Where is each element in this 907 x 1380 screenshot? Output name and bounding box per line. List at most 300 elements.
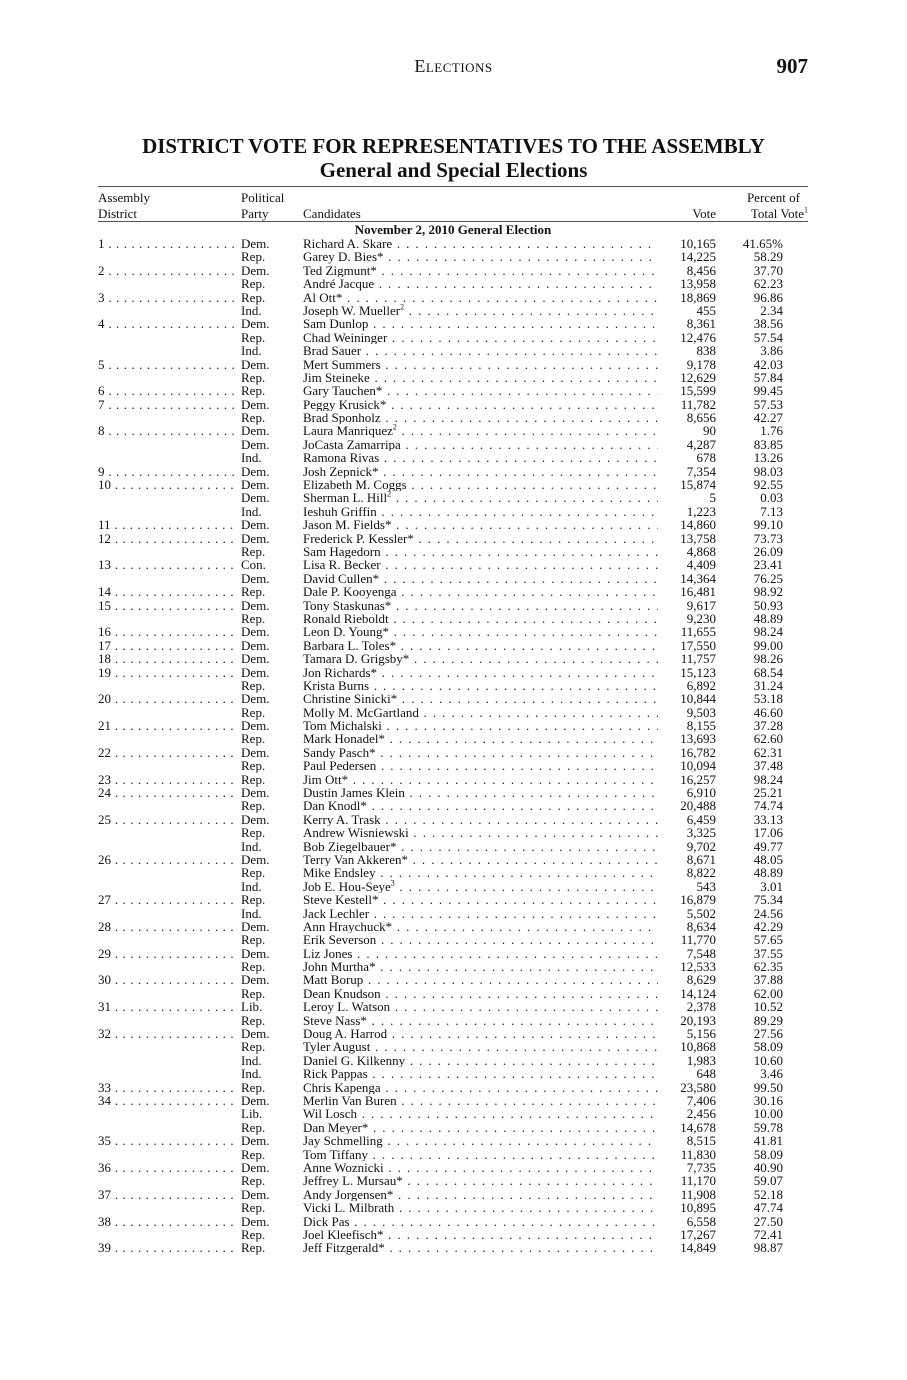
- candidate-cell: [303, 451, 658, 464]
- candidate-name: Steve Nass*: [303, 1013, 367, 1028]
- district-cell: 38 . . .: [98, 1215, 234, 1228]
- party-cell: Dem.: [241, 691, 270, 707]
- table-row: [98, 1014, 808, 1027]
- party-cell: Dem.: [241, 356, 270, 372]
- party-cell: Rep.: [241, 1226, 266, 1242]
- table-row: [98, 599, 808, 612]
- district-cell: 21 . . .: [98, 719, 234, 732]
- percent-cell: 68.54: [753, 664, 783, 680]
- table-row: [98, 237, 808, 250]
- candidate-cell: [303, 277, 658, 290]
- candidate-name: Jon Richards*: [303, 665, 378, 679]
- table-row: [98, 719, 808, 732]
- percent-cell: 3.01: [760, 878, 783, 894]
- candidate-name: Jeffrey L. Mursau*: [303, 1174, 403, 1188]
- party-cell: Rep.: [241, 1079, 266, 1095]
- header-district-line1: Assembly: [98, 190, 150, 205]
- candidate-cell: [303, 973, 658, 986]
- percent-cell: 3.46: [760, 1066, 783, 1082]
- vote-cell: 7,735: [686, 1159, 716, 1175]
- district-cell: 6 . . .: [98, 384, 234, 397]
- party-cell: Rep.: [241, 289, 266, 305]
- candidate-footnote: 2: [387, 491, 392, 500]
- party-cell: Dem.: [241, 918, 270, 934]
- candidate-name: Leroy L. Watson: [303, 1000, 391, 1014]
- table-row: [98, 1054, 808, 1067]
- candidate-name: Dale P. Kooyenga: [303, 585, 397, 599]
- vote-cell: 11,908: [680, 1186, 716, 1202]
- candidate-name: Chad Weininger: [303, 330, 388, 345]
- candidate-cell: [303, 411, 658, 424]
- party-cell: Dem.: [241, 651, 270, 667]
- district-cell: 37 . . .: [98, 1188, 234, 1201]
- percent-cell: 98.87: [753, 1240, 783, 1256]
- party-cell: Rep.: [241, 731, 266, 747]
- party-cell: Dem.: [241, 530, 270, 546]
- candidate-name: Al Ott*: [303, 290, 343, 304]
- percent-cell: 42.03: [753, 356, 783, 372]
- candidate-name: Jay Schmelling: [303, 1134, 383, 1148]
- candidate-name: Matt Borup: [303, 973, 364, 987]
- percent-cell: 98.24: [753, 624, 783, 640]
- table-row: [98, 478, 808, 491]
- party-cell: Dem.: [241, 1213, 270, 1229]
- candidate-name: Christine Sinicki*: [303, 692, 398, 706]
- candidate-cell: [303, 1081, 658, 1094]
- vote-cell: 7,406: [686, 1093, 716, 1108]
- candidate-cell: [303, 719, 658, 732]
- percent-cell: 40.90: [753, 1159, 783, 1175]
- party-cell: Rep.: [241, 1119, 266, 1135]
- party-cell: Rep.: [241, 249, 266, 265]
- table-row: [98, 840, 808, 853]
- table-row: [98, 465, 808, 478]
- percent-cell: 25.21: [753, 785, 783, 801]
- candidate-name: Tom Tiffany: [303, 1147, 368, 1161]
- table-row: [98, 1134, 808, 1147]
- table-row: [98, 933, 808, 946]
- percent-cell: 37.70: [753, 262, 783, 278]
- candidate-cell: [303, 866, 658, 879]
- table-row: [98, 732, 808, 745]
- table-row: [98, 277, 808, 290]
- table-row: [98, 1027, 808, 1040]
- district-cell: 26 . . .: [98, 853, 234, 866]
- vote-cell: 9,230: [686, 610, 716, 626]
- district-cell: 19 . . .: [98, 666, 234, 679]
- section-heading: November 2, 2010 General Election: [354, 222, 552, 237]
- party-cell: Rep.: [241, 704, 266, 720]
- district-cell: 28 . . .: [98, 920, 234, 933]
- candidate-cell: [303, 1228, 658, 1241]
- percent-cell: 57.84: [753, 369, 783, 385]
- vote-cell: 8,155: [686, 718, 716, 734]
- party-cell: Ind.: [241, 878, 262, 894]
- candidate-footnote: 3: [390, 879, 395, 888]
- vote-cell: 13,693: [680, 731, 716, 747]
- percent-cell: 23.41: [753, 557, 783, 573]
- table-row: [98, 264, 808, 277]
- party-cell: Rep.: [241, 932, 266, 948]
- district-cell: 34 . . .: [98, 1094, 234, 1107]
- candidate-cell: [303, 1000, 658, 1013]
- percent-cell: 76.25: [753, 570, 783, 586]
- candidate-cell: [303, 518, 658, 531]
- candidate-name: Sherman L. Hill: [303, 491, 388, 505]
- party-cell: Ind.: [241, 1052, 262, 1068]
- candidate-cell: [303, 706, 658, 719]
- percent-cell: 74.74: [753, 798, 783, 814]
- candidate-cell: [303, 692, 658, 705]
- percent-cell: 3.86: [760, 343, 783, 359]
- party-cell: Rep.: [241, 892, 266, 908]
- candidate-name: Gary Tauchen*: [303, 384, 383, 398]
- vote-cell: 9,178: [686, 356, 716, 372]
- district-cell: 4 . . .: [98, 317, 234, 330]
- candidate-name: Jeff Fitzgerald*: [303, 1241, 385, 1255]
- candidate-cell: [303, 237, 658, 250]
- table-row: [98, 545, 808, 558]
- vote-cell: 8,671: [686, 851, 716, 867]
- vote-cell: 17,550: [680, 637, 716, 653]
- district-cell: 17 . . .: [98, 639, 234, 652]
- vote-cell: 7,548: [686, 945, 716, 961]
- candidate-name: Leon D. Young*: [303, 625, 389, 639]
- candidate-name: Steve Kestell*: [303, 893, 379, 907]
- table-row: [98, 451, 808, 464]
- candidate-name: Joel Kleefisch*: [303, 1227, 384, 1242]
- table-row: [98, 1201, 808, 1214]
- table-row: [98, 907, 808, 920]
- percent-cell: 10.60: [753, 1052, 783, 1068]
- percent-cell: 58.09: [753, 1039, 783, 1055]
- party-cell: Ind.: [241, 450, 262, 466]
- vote-cell: 17,267: [680, 1226, 716, 1242]
- candidate-name: Daniel G. Kilkenny: [303, 1053, 406, 1068]
- district-cell: 29 . . .: [98, 947, 234, 960]
- party-cell: Ind.: [241, 503, 262, 519]
- header-party-line2: Party: [241, 206, 269, 221]
- vote-cell: 90: [703, 423, 716, 439]
- candidate-cell: [303, 317, 658, 330]
- candidate-cell: [303, 1107, 658, 1120]
- table-row: [98, 424, 808, 437]
- candidate-cell: [303, 1148, 658, 1161]
- table-row: [98, 679, 808, 692]
- candidate-name: Terry Van Akkeren*: [303, 852, 408, 867]
- party-cell: Rep.: [241, 584, 266, 600]
- district-cell: 2 . . .: [98, 264, 234, 277]
- party-cell: Dem.: [241, 423, 270, 439]
- district-cell: 3 . . .: [98, 291, 234, 304]
- table-row: [98, 505, 808, 518]
- district-cell: 13 . . .: [98, 558, 234, 571]
- candidate-cell: [303, 947, 658, 960]
- vote-cell: 16,782: [680, 744, 716, 760]
- candidate-cell: [303, 438, 658, 451]
- candidate-cell: [303, 987, 658, 1000]
- vote-cell: 6,910: [686, 785, 716, 801]
- percent-cell: 41.81: [753, 1133, 783, 1149]
- vote-cell: 14,678: [680, 1119, 716, 1135]
- candidate-name: Lisa R. Becker: [303, 558, 381, 572]
- vote-cell: 12,533: [680, 959, 716, 975]
- candidate-cell: [303, 652, 658, 665]
- candidate-cell: [303, 840, 658, 853]
- candidate-cell: [303, 1201, 658, 1214]
- candidate-cell: [303, 304, 658, 317]
- percent-cell: 42.27: [753, 410, 783, 426]
- party-cell: Dem.: [241, 811, 270, 827]
- percent-cell: 98.26: [753, 651, 783, 667]
- table-row: [98, 532, 808, 545]
- candidate-cell: [303, 1067, 658, 1080]
- table-row: [98, 384, 808, 397]
- table-row: [98, 746, 808, 759]
- party-cell: Dem.: [241, 637, 270, 653]
- table-row: [98, 1148, 808, 1161]
- table-row: [98, 813, 808, 826]
- party-cell: Dem.: [241, 1159, 270, 1175]
- party-cell: Dem.: [241, 945, 270, 961]
- party-cell: Rep.: [241, 276, 266, 292]
- percent-cell: 62.31: [753, 744, 783, 760]
- candidate-name: Brad Sponholz: [303, 411, 381, 425]
- page-number: 907: [776, 54, 808, 78]
- table-row: [98, 331, 808, 344]
- vote-cell: 678: [696, 450, 716, 466]
- percent-cell: 31.24: [753, 677, 783, 693]
- candidate-name: Vicki L. Milbrath: [303, 1201, 395, 1215]
- candidate-cell: [303, 358, 658, 371]
- percent-cell: 49.77: [753, 838, 783, 854]
- table-row: [98, 304, 808, 317]
- district-cell: 14 . . .: [98, 585, 234, 598]
- party-cell: Rep.: [241, 543, 266, 559]
- table-row: [98, 625, 808, 638]
- table-row: [98, 1188, 808, 1201]
- percent-cell: 58.09: [753, 1146, 783, 1162]
- table-row: [98, 344, 808, 357]
- vote-cell: 10,094: [680, 758, 716, 774]
- party-cell: Rep.: [241, 677, 266, 693]
- candidate-name: Krista Burns: [303, 678, 370, 693]
- percent-cell: 99.45: [753, 383, 783, 399]
- percent-cell: 48.89: [753, 610, 783, 626]
- party-cell: Dem.: [241, 1186, 270, 1202]
- candidate-cell: [303, 799, 658, 812]
- candidate-cell: [303, 250, 658, 263]
- percent-cell: 99.10: [753, 517, 783, 533]
- header-percent-line1: Percent of: [746, 190, 800, 205]
- party-cell: Rep.: [241, 410, 266, 426]
- vote-cell: 5: [709, 490, 716, 506]
- percent-cell: 57.53: [753, 396, 783, 412]
- vote-cell: 8,656: [686, 410, 716, 426]
- vote-cell: 8,629: [686, 972, 716, 988]
- vote-cell: 20,193: [680, 1012, 716, 1028]
- candidate-name: Joseph W. Mueller: [303, 303, 401, 318]
- vote-cell: 648: [696, 1066, 716, 1082]
- table-row: [98, 666, 808, 679]
- district-cell: 31 . . .: [98, 1000, 234, 1013]
- candidate-cell: [303, 907, 658, 920]
- candidate-cell: [303, 398, 658, 411]
- candidate-cell: [303, 759, 658, 772]
- vote-cell: 1,983: [686, 1052, 716, 1068]
- vote-cell: 838: [696, 343, 716, 359]
- table-row: [98, 759, 808, 772]
- candidate-cell: [303, 599, 658, 612]
- percent-cell: 59.07: [753, 1173, 783, 1189]
- candidate-name: Ronald Rieboldt: [303, 611, 389, 626]
- candidate-name: Jason M. Fields*: [303, 518, 392, 532]
- candidate-name: Ann Hraychuck*: [303, 919, 393, 934]
- top-rule: [98, 186, 808, 187]
- party-cell: Con.: [241, 557, 266, 573]
- candidate-name: Brad Sauer: [303, 344, 362, 358]
- candidate-cell: [303, 585, 658, 598]
- percent-cell: 58.29: [753, 249, 783, 265]
- district-cell: 27 . . .: [98, 893, 234, 906]
- vote-cell: 5,502: [686, 905, 716, 921]
- candidate-name: Dustin James Klein: [303, 786, 405, 800]
- vote-cell: 23,580: [680, 1079, 716, 1095]
- table-row: [98, 518, 808, 531]
- vote-cell: 10,868: [680, 1039, 716, 1055]
- vote-cell: 11,170: [680, 1173, 716, 1189]
- header-vote: Vote: [692, 206, 716, 221]
- party-cell: Rep.: [241, 383, 266, 399]
- table-row: [98, 411, 808, 424]
- percent-cell: 41.65%: [742, 236, 783, 251]
- party-cell: Dem.: [241, 1093, 270, 1108]
- vote-cell: 14,860: [680, 517, 716, 533]
- district-cell: 10 . . .: [98, 478, 234, 491]
- vote-cell: 11,770: [680, 932, 716, 948]
- district-cell: 8 . . .: [98, 424, 234, 437]
- percent-cell: 33.13: [753, 811, 783, 827]
- candidate-cell: [303, 960, 658, 973]
- percent-cell: 2.34: [760, 302, 783, 318]
- vote-cell: 5,156: [686, 1026, 716, 1042]
- percent-cell: 47.74: [753, 1200, 783, 1216]
- party-cell: Dem.: [241, 744, 270, 760]
- party-cell: Rep.: [241, 825, 266, 841]
- percent-cell: 83.85: [753, 436, 783, 452]
- party-cell: Dem.: [241, 1026, 270, 1042]
- candidate-cell: [303, 1040, 658, 1053]
- table-row: [98, 1094, 808, 1107]
- party-cell: Dem.: [241, 851, 270, 867]
- party-cell: Dem.: [241, 972, 270, 988]
- table-row: [98, 853, 808, 866]
- header-percent-line2: [718, 206, 808, 221]
- table-row: [98, 866, 808, 879]
- percent-cell: 50.93: [753, 597, 783, 613]
- table-row: [98, 1040, 808, 1053]
- candidate-name: Mark Honadel*: [303, 732, 385, 746]
- candidate-cell: [303, 853, 658, 866]
- vote-cell: 9,702: [686, 838, 716, 854]
- candidate-name: Jim Steineke: [303, 370, 370, 385]
- district-cell: 7 . . .: [98, 398, 234, 411]
- percent-cell: 1.76: [760, 423, 783, 439]
- table-row: [98, 1107, 808, 1120]
- candidate-name: Frederick P. Kessler*: [303, 531, 414, 545]
- vote-cell: 9,617: [686, 597, 716, 613]
- candidate-cell: [303, 893, 658, 906]
- table-row: [98, 1081, 808, 1094]
- district-cell: 23 . . .: [98, 773, 234, 786]
- vote-cell: 18,869: [680, 289, 716, 305]
- vote-cell: 14,849: [680, 1240, 716, 1256]
- percent-cell: 92.55: [753, 477, 783, 493]
- candidate-name: Liz Jones: [303, 946, 353, 961]
- vote-cell: 16,257: [680, 771, 716, 787]
- party-cell: Dem.: [241, 463, 270, 479]
- candidate-name: Tyler August: [303, 1040, 371, 1054]
- vote-cell: 10,895: [680, 1200, 716, 1216]
- percent-cell: 27.50: [753, 1213, 783, 1229]
- table-row: [98, 572, 808, 585]
- party-cell: Dem.: [241, 718, 270, 734]
- candidate-name: Tamara D. Grigsby*: [303, 652, 410, 666]
- percent-cell: 62.00: [753, 985, 783, 1001]
- table-row: [98, 880, 808, 893]
- vote-cell: 2,378: [686, 999, 716, 1015]
- table-row: [98, 826, 808, 839]
- running-head: [0, 56, 907, 80]
- candidate-cell: [303, 1094, 658, 1107]
- percent-cell: 10.00: [753, 1106, 783, 1122]
- percent-cell: 48.89: [753, 865, 783, 881]
- vote-cell: 14,124: [680, 985, 716, 1001]
- party-cell: Ind.: [241, 343, 262, 359]
- party-cell: Lib.: [241, 1106, 263, 1122]
- candidate-cell: [303, 491, 658, 504]
- vote-cell: 4,868: [686, 543, 716, 559]
- party-cell: Dem.: [241, 570, 270, 586]
- candidate-name: Paul Pedersen: [303, 759, 377, 773]
- candidate-cell: [303, 1161, 658, 1174]
- percent-cell: 62.60: [753, 731, 783, 747]
- district-cell: 24 . . .: [98, 786, 234, 799]
- district-cell: 32 . . .: [98, 1027, 234, 1040]
- party-cell: Rep.: [241, 798, 266, 814]
- vote-cell: 543: [696, 878, 716, 894]
- candidate-name: Barbara L. Toles*: [303, 638, 397, 653]
- percent-cell: 57.65: [753, 932, 783, 948]
- percent-cell: 89.29: [753, 1012, 783, 1028]
- candidate-name: Merlin Van Buren: [303, 1094, 397, 1108]
- candidate-cell: [303, 826, 658, 839]
- percent-cell: 27.56: [753, 1026, 783, 1042]
- vote-cell: 11,757: [680, 651, 716, 667]
- table-row: [98, 639, 808, 652]
- party-cell: Ind.: [241, 905, 262, 921]
- vote-cell: 6,892: [686, 677, 716, 693]
- header-percent-text: Total Vote: [750, 206, 804, 221]
- vote-cell: 13,958: [680, 276, 716, 292]
- percent-cell: 17.06: [753, 825, 783, 841]
- party-cell: Dem.: [241, 236, 270, 251]
- candidate-cell: [303, 384, 658, 397]
- party-cell: Rep.: [241, 959, 266, 975]
- candidate-name: David Cullen*: [303, 571, 380, 586]
- party-cell: Dem.: [241, 597, 270, 613]
- page-subtitle: General and Special Elections: [319, 158, 588, 182]
